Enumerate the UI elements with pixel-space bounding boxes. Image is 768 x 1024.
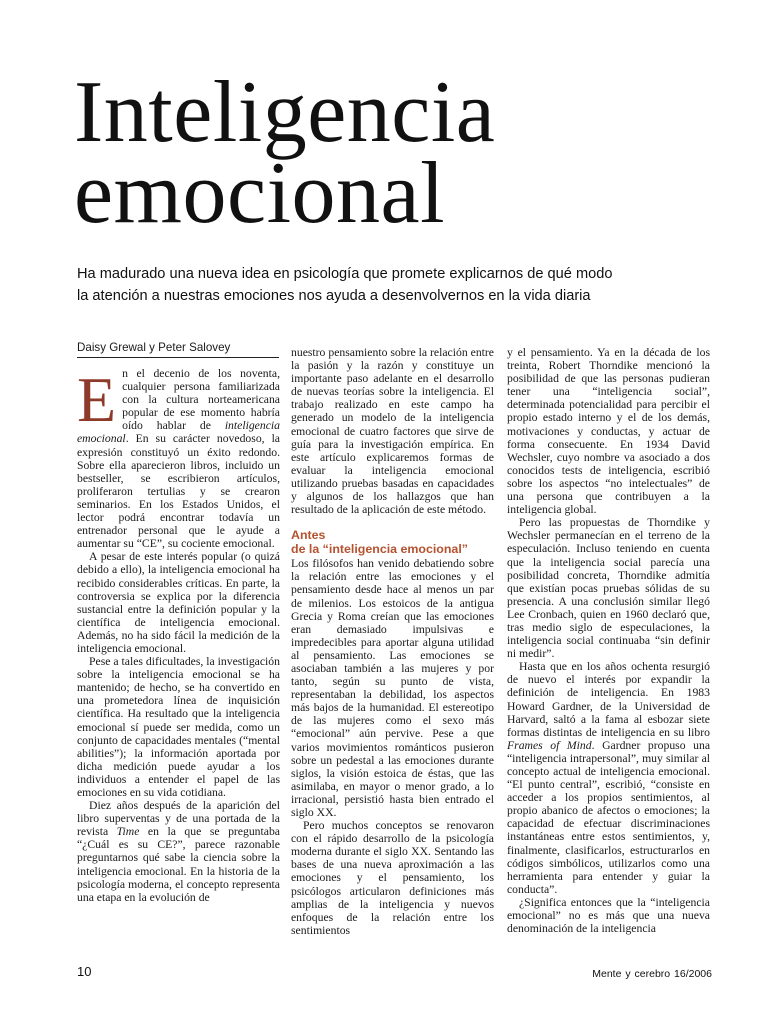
paragraph: y el pensamiento. Ya en la década de los treinta, Robert Thorndike mencionó la posibilidad de que las personas pudieran tener una “inteligencia social”, determinada potencialidad para percibir el propio estado interno y el de los demás, motivaciones y conductas, y actuar de forma consecuente. En 1934 David Wechsler, cuyo nombre va asociado a dos conocidos tests de inteligencia, escribió sobre los aspectos “no intelectuales” de una persona que contribuyen a la inteligencia global. — [507, 346, 710, 517]
italic-term: inteligencia emocional — [77, 419, 280, 446]
drop-cap: E — [77, 367, 117, 435]
paragraph: nuestro pensamiento sobre la relación entre la pasión y la razón y constituye un importante paso adelante en el desarrollo de nuevas teorías sobre la inteligencia. El trabajo realizado en este campo ha generado un modelo de la inteligencia emocional de cuatro factores que sirve de guía para la investigación empírica. En este artículo explicaremos formas de evaluar la inteligencia emocional utilizando pruebas basadas en capacidades y algunos de los hallazgos que han resultado de la aplicación de este método. — [291, 346, 494, 517]
text-column-1 — [77, 367, 280, 951]
title-line-2: emocional — [74, 145, 446, 242]
text-column-3 — [507, 346, 710, 951]
text-run: Diez años después de la aparición del libro superventas y de una portada de la revista — [77, 799, 280, 839]
section-heading-line-1: Antes — [291, 528, 326, 543]
paragraph — [507, 660, 710, 896]
article-subtitle — [77, 264, 717, 307]
paragraph: A pesar de este interés popular (o quizá debido a ello), la inteligencia emocional ha recibido considerables críticas. En parte, la controversia se explica por la diferencia sustancial entre la definición popular y la científica de inteligencia emocional. Además, no ha sido fácil la medición de la inteligencia emocional. — [77, 550, 280, 655]
paragraph: Los filósofos han venido debatiendo sobre la relación entre las emociones y el pensamiento desde hace al menos un par de milenios. Los estoicos de la antigua Grecia y Roma creían que las emociones eran demasiado impulsivas e impredecibles para aportar alguna utilidad al pensamiento. Las emociones se asociaban también a las mujeres y por tanto, según su punto de vista, representaban la debilidad, los aspectos más bajos de la humanidad. El estereotipo de las mujeres como el sexo más “emocional” aún pervive. Pese a que varios movimientos románticos pusieron sobre un pedestal a las emociones durante siglos, la visión estoica de éstas, que las asimilaba, en mayor o menor grado, a lo irracional, persistió hasta bien entrado el siglo XX. — [291, 557, 494, 819]
subtitle-line-1: Ha madurado una nueva idea en psicología que promete explicarnos de qué modo — [77, 266, 613, 282]
text-column-2 — [291, 346, 494, 951]
text-run: . Gardner propuso una “inteligencia intrapersonal”, muy similar al concepto actual de inteligencia emocional. “El punto central”, escribió, “consiste en acceder a los propios sentimientos, al propio abanico de afectos o emociones; la capacidad de efectuar discriminaciones instantáneas entre estos sentimientos, y, finalmente, clasificarlos, estructurarlos en códigos simbólicos, utilizarlos como una herramienta para entender y guiar la conducta”. — [507, 738, 710, 896]
title-line-1: Inteligencia — [74, 64, 496, 161]
text-run: en la que se preguntaba “¿Cuál es su CE?”, parece razonable preguntarnos qué sabe la ciencia sobre la inteligencia emocional. En la historia de la psicología moderna, el concepto representa una etapa en la evolución de — [77, 825, 280, 904]
italic-term: Time — [116, 825, 140, 839]
italic-term: Frames of Mind — [507, 738, 592, 752]
author-byline: Daisy Grewal y Peter Salovey — [77, 341, 279, 358]
text-run: . En su carácter novedoso, la expresión constituyó un éxito redondo. Sobre ella aparecieron libros, incluido un bestseller, se escribieron artículos, proliferaron tertulias y se crearon seminarios. En los Estados Unidos, el lector podrá encontrar todavía un entrenador personal que le ayude a aumentar su “CE”, su cociente emocional. — [77, 432, 280, 551]
paragraph: Pero muchos conceptos se renovaron con el rápido desarrollo de la psicología moderna durante el siglo XX. Sentando las bases de una nueva aproximación a las emociones y el pensamiento, los psicólogos articularon definiciones más amplias de la inteligencia y nuevos enfoques de la relación entre los sentimientos — [291, 819, 494, 937]
paragraph — [77, 367, 280, 550]
paragraph: Pese a tales dificultades, la investigación sobre la inteligencia emocional se ha mantenido; de hecho, se ha convertido en una prometedora línea de inquisición científica. Ha resultado que la inteligencia emocional sí puede ser medida, como un conjunto de capacidades mentales (“mental abilities”); la información aportada por dicha medición puede ayudar a los individuos a entender el papel de las emociones en su vida cotidiana. — [77, 655, 280, 799]
subtitle-line-2: la atención a nuestras emociones nos ayuda a desenvolvernos en la vida diaria — [77, 287, 591, 304]
text-run: Hasta que en los años ochenta resurgió de nuevo el interés por expandir la definición de inteligencia. En 1983 Howard Gardner, de la Universidad de Harvard, saltó a la fama al esbozar siete formas distintas de inteligencia en su libro — [507, 660, 710, 739]
magazine-issue: Mente y cerebro 16/2006 — [592, 968, 712, 980]
text-run: n el decenio de los noventa, cualquier persona familiarizada con la cultura norteamericana popular de ese momento habría oído hablar de — [122, 367, 280, 433]
paragraph — [77, 799, 280, 904]
page-number: 10 — [77, 964, 92, 979]
section-heading — [291, 528, 494, 556]
paragraph: Pero las propuestas de Thorndike y Wechsler permanecían en el terreno de la especulación. Incluso teniendo en cuenta que la inteligencia social parecía una posibilidad concreta, Thorndike admitía que existían pocas pruebas sólidas de su presencia. A una conclusión similar llegó Lee Cronbach, quien en 1960 declaró que, tras medio siglo de especulaciones, la inteligencia social continuaba “sin definir ni medir”. — [507, 516, 710, 661]
paragraph: ¿Significa entonces que la “inteligencia emocional” no es más que una nueva denominación de la inteligencia — [507, 895, 710, 936]
section-heading-line-2: de la “inteligencia emocional” — [291, 542, 468, 557]
article-title — [74, 64, 694, 242]
